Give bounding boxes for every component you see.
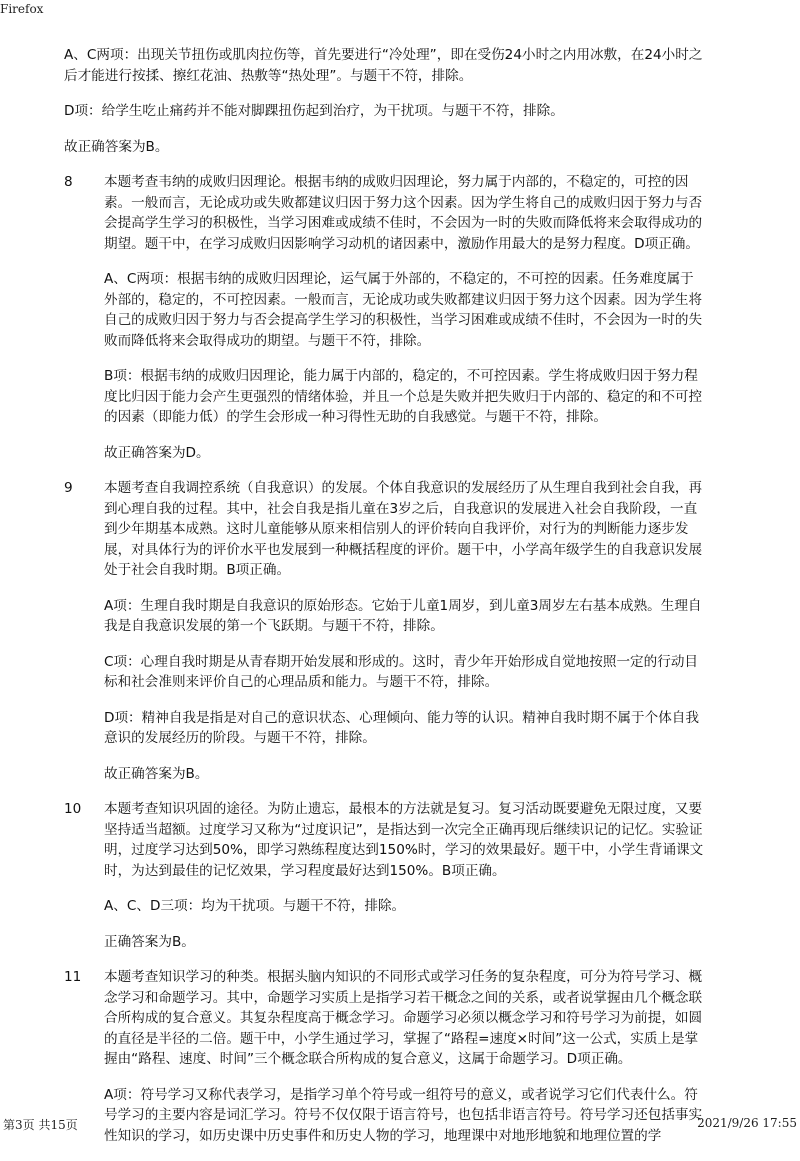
explanation-paragraph: 本题考查知识学习的种类。根据头脑内知识的不同形式或学习任务的复杂程度，可分为符号学习、概念学习和命题学习。其中，命题学习实质上是指学习若干概念之间的关系，或者说掌握由几个概念联合所构成的复合意义。其复杂程度高于概念学习。命题学习必须以概念学习和符号学习为前提，如圆的直径是半径的二倍。题干中，小学生通过学习，掌握了“路程=速度×时间”这一公式，实质上是掌握由“路程、速度、时间”三个概念联合所构成的复合意义，这属于命题学习。D项正确。	[104, 969, 703, 1067]
intro-paragraph: A、C两项：出现关节扭伤或肌肉拉伤等，首先要进行“冷处理”，即在受伤24小时之内用冰敷，在24小时之后才能进行按揉、擦红花油、热敷等“热处理”。与题干不符，排除。	[64, 47, 703, 84]
question-number: 10	[64, 801, 82, 817]
explanation-paragraph: 本题考查自我调控系统（自我意识）的发展。个体自我意识的发展经历了从生理自我到社会自我，再到心理自我的过程。其中，社会自我是指儿童在3岁之后，自我意识的发展进入社会自我阶段，一直到少年期基本成熟。这时儿童能够从原来相信别人的评价转向自我评价，对行为的判断能力逐步发展，对具体行为的评价水平也发展到一种概括程度的评价。题干中，小学高年级学生的自我意识发展处于社会自我时期。B项正确。	[104, 480, 703, 578]
print-datetime: 2021/9/26 17:55	[697, 1116, 797, 1130]
question-9	[64, 478, 704, 784]
explanation-paragraph: A项：生理自我时期是自我意识的原始形态。它始于儿童1周岁，到儿童3周岁左右基本成熟。生理自我是自我意识发展的第一个飞跃期。与题干不符，排除。	[104, 597, 702, 634]
question-number: 9	[64, 480, 73, 496]
intro-paragraph: 故正确答案为B。	[64, 138, 169, 155]
page-footer	[0, 1116, 800, 1130]
explanation-paragraph: A项：符号学习又称代表学习，是指学习单个符号或一组符号的意义，或者说学习它们代表什么。符号学习的主要内容是词汇学习。符号不仅仅限于语言符号，也包括非语言符号。符号学习还包括事实性知识的学习，如历史课中历史事件和历史人物的学习，地理课中对地形地貌和地理位置的学	[104, 1086, 703, 1144]
document-body	[64, 45, 704, 1161]
explanation-paragraph: 本题考查知识巩固的途径。为防止遗忘，最根本的方法就是复习。复习活动既要避免无限过度，又要坚持适当超额。过度学习又称为“过度识记”，是指达到一次完全正确再现后继续识记的记忆。实验证明，过度学习达到50%，即学习熟练程度达到150%时，学习的效果最好。题干中，小学生背诵课文时，为达到最佳的记忆效果，学习程度最好达到150%。B项正确。	[104, 801, 704, 879]
question-number: 11	[64, 969, 82, 985]
question-8	[64, 172, 704, 463]
intro-paragraph: D项：给学生吃止痛药并不能对脚踝扭伤起到治疗，为干扰项。与题干不符，排除。	[64, 103, 564, 119]
explanation-paragraph: 本题考查韦纳的成败归因理论。根据韦纳的成败归因理论，努力属于内部的，不稳定的，可控的因素。一般而言，无论成功或失败都建议归因于努力这个因素。因为学生将自己的成败归因于努力与否会提高学生学习的积极性，当学习困难或成绩不佳时，不会因为一时的失败而降低将来会取得成功的期望。题干中，在学习成败归因影响学习动机的诸因素中，激励作用最大的是努力程度。D项正确。	[104, 174, 703, 252]
explanation-paragraph: C项：心理自我时期是从青春期开始发展和形成的。这时，青少年开始形成自觉地按照一定的行动目标和社会准则来评价自己的心理品质和能力。与题干不符，排除。	[104, 653, 699, 690]
question-number: 8	[64, 174, 73, 190]
page-number: 第3页 共15页	[3, 1118, 78, 1132]
browser-title: Firefox	[0, 2, 44, 16]
question-10	[64, 799, 704, 952]
explanation-paragraph: A、C、D三项：均为干扰项。与题干不符，排除。	[104, 898, 406, 914]
explanation-paragraph: B项：根据韦纳的成败归因理论，能力属于内部的，稳定的，不可控因素。学生将成败归因于努力程度比归因于能力会产生更强烈的情绪体验，并且一个总是失败并把失败归于内部的、稳定的和不可控的因素（即能力低）的学生会形成一种习得性无助的自我感觉。与题干不符，排除。	[104, 368, 703, 425]
explanation-paragraph: A、C两项：根据韦纳的成败归因理论，运气属于外部的，不稳定的，不可控的因素。任务难度属于外部的，稳定的，不可控因素。一般而言，无论成功或失败都建议归因于努力这个因素。因为学生将自己的成败归因于努力与否会提高学生学习的积极性，当学习困难或成绩不佳时，不会因为一时的失败而降低将来会取得成功的期望。与题干不符，排除。	[104, 271, 703, 349]
answer-paragraph: 正确答案为B。	[104, 933, 195, 950]
explanation-paragraph: D项：精神自我是指是对自己的意识状态、心理倾向、能力等的认识。精神自我时期不属于个体自我意识的发展经历的阶段。与题干不符，排除。	[104, 709, 699, 746]
answer-paragraph: 故正确答案为B。	[104, 765, 209, 782]
answer-paragraph: 故正确答案为D。	[104, 444, 210, 461]
